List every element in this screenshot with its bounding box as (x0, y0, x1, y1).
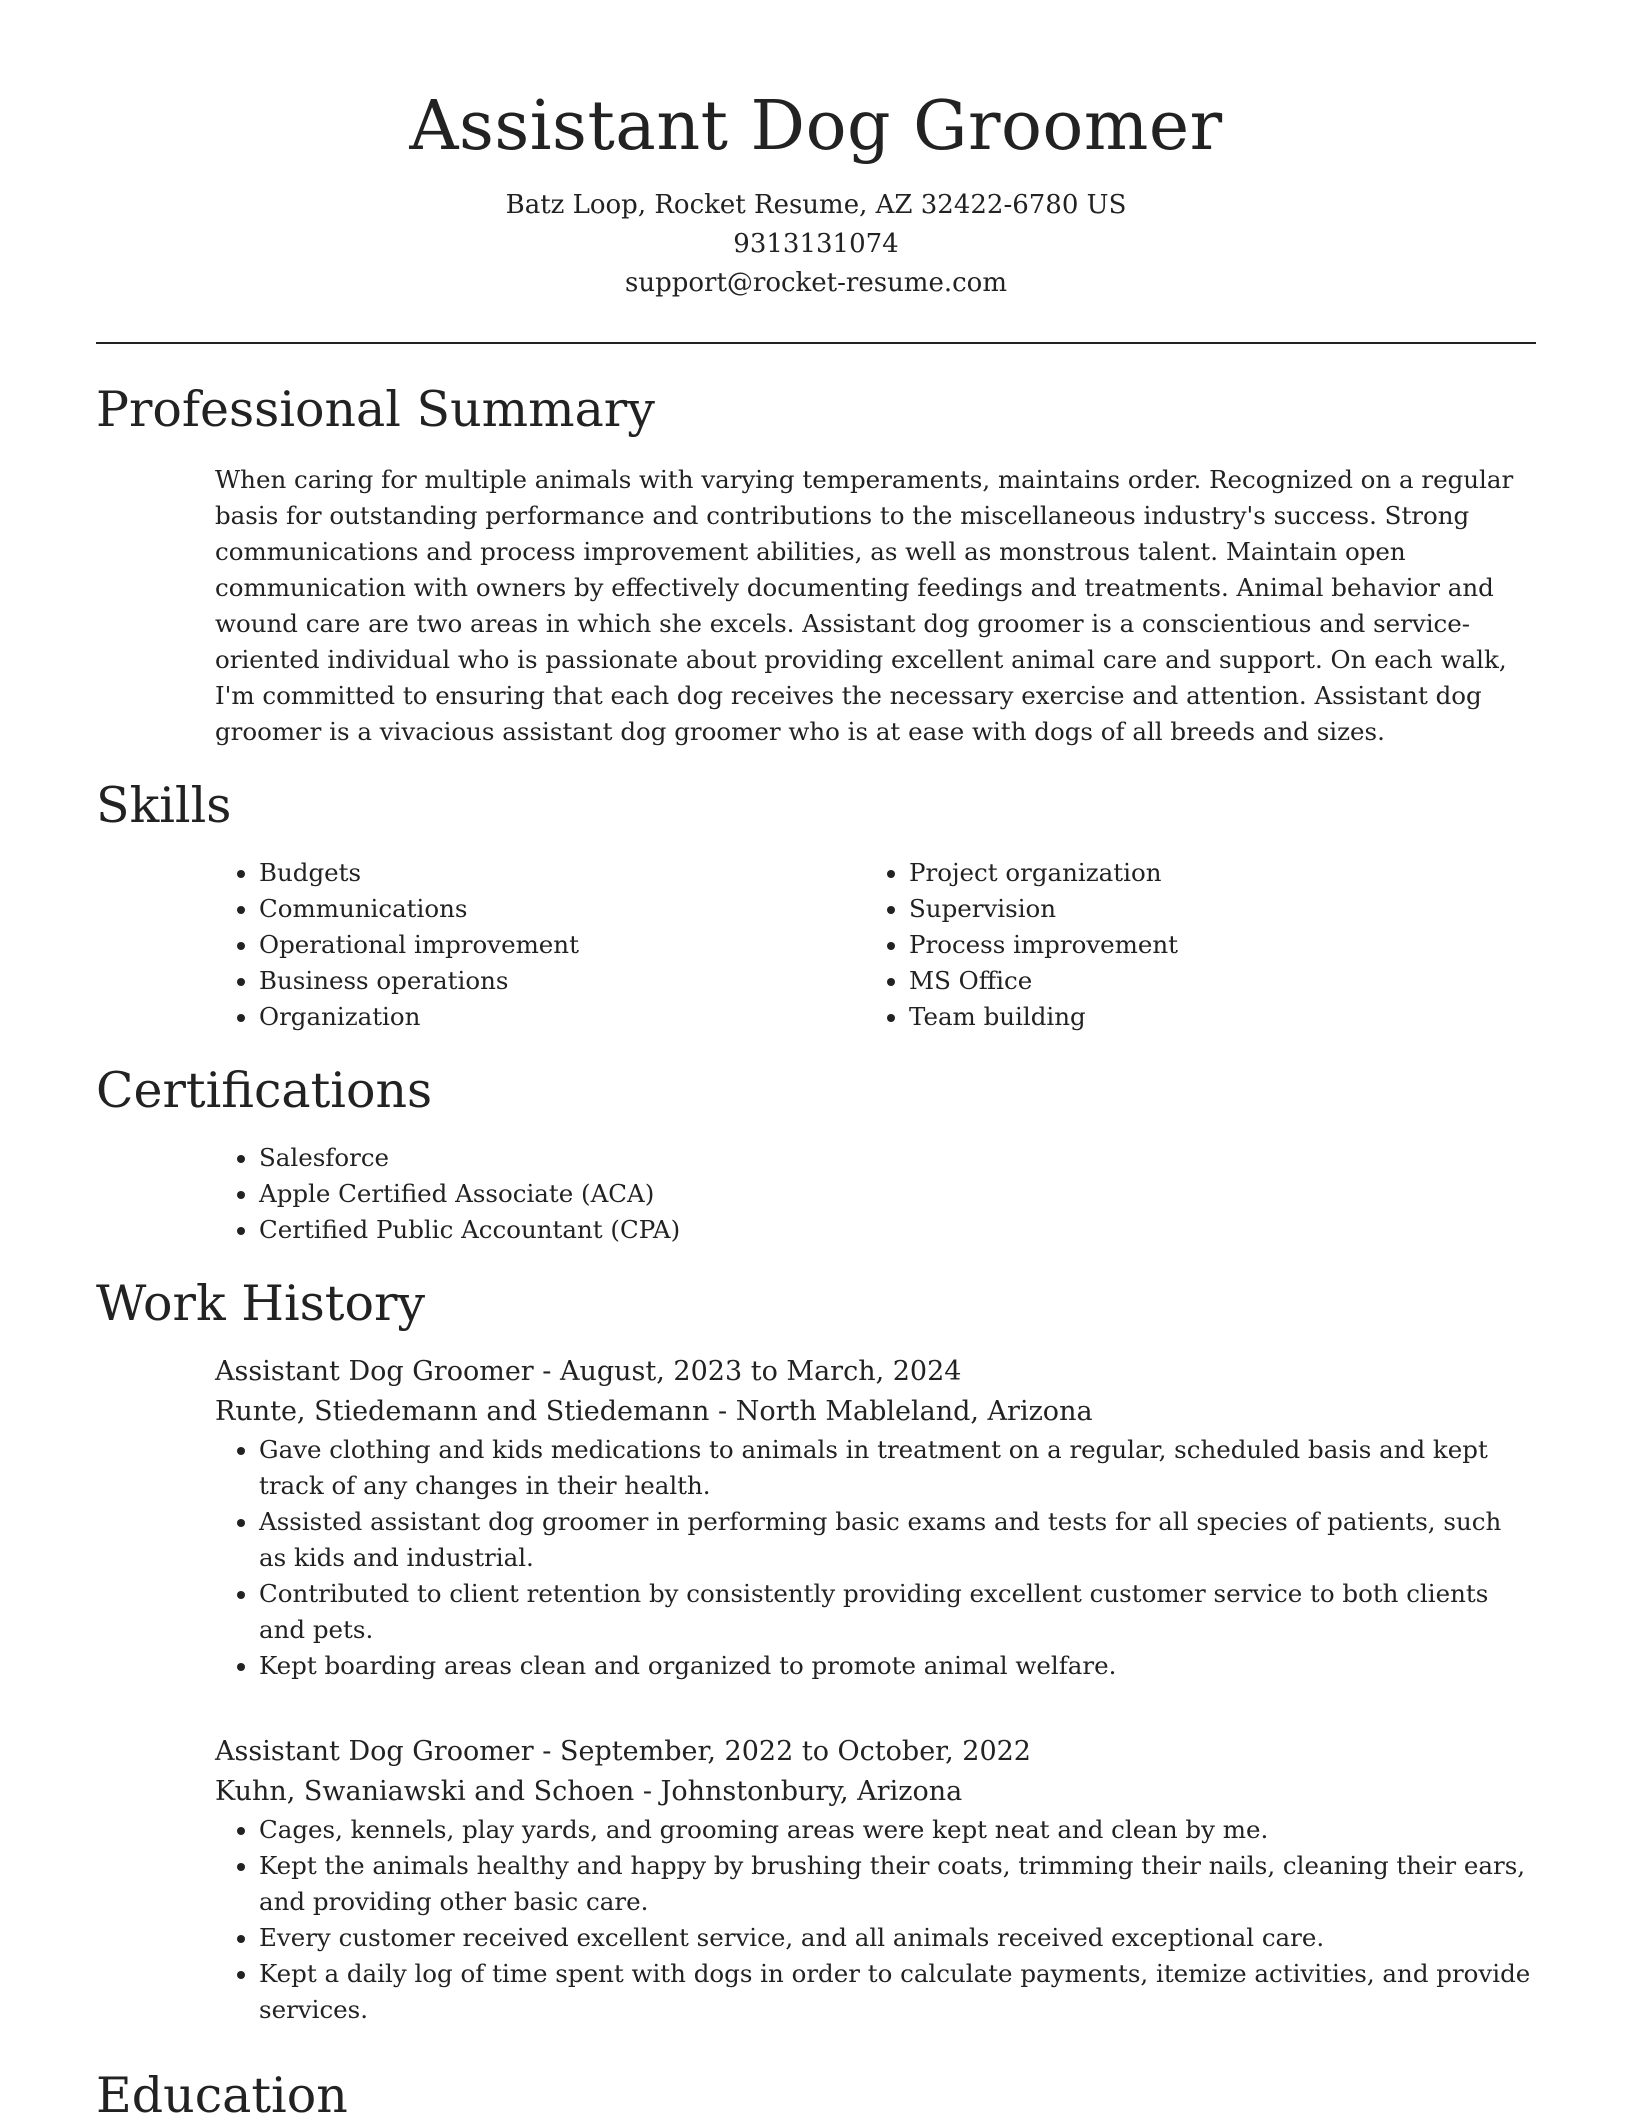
candidate-name: Assistant Dog Groomer (409, 87, 1223, 166)
job-company-location: Runte, Stiedemann and Stiedemann - North Mableland, Arizona (215, 1396, 1093, 1427)
skill-item: • Organization (259, 999, 865, 1035)
summary-heading: Professional Summary (96, 381, 655, 438)
work-history-heading: Work History (96, 1275, 426, 1332)
skills-heading: Skills (96, 777, 232, 834)
certifications-list (215, 1140, 1535, 1248)
skill-item: • Process improvement (909, 927, 1515, 963)
skill-item: • Business operations (259, 963, 865, 999)
header-divider (96, 342, 1536, 344)
job-entry (215, 1352, 1535, 1684)
summary-text: When caring for multiple animals with varying temperaments, maintains order. Recognized on a regular basis for outstanding performance and contributions to the miscellaneous industry's success. Strong communications and process improvement abilities, as well as monstrous talent. Maintain open communication with owners by effectively documenting feedings and treatments. Animal behavior and wound care are two areas in which she excels. Assistant dog groomer is a conscientious and service-oriented individual who is passionate about providing excellent animal care and support. On each walk, I'm committed to ensuring that each dog receives the necessary exercise and attention. Assistant dog groomer is a vivacious assistant dog groomer who is at ease with dogs of all breeds and sizes. (215, 465, 1514, 746)
skill-item: • Supervision (909, 891, 1515, 927)
education-heading: Education (96, 2067, 348, 2124)
certifications-heading: Certifications (96, 1062, 433, 1119)
certification-item: • Salesforce (259, 1140, 1535, 1176)
job-bullet: • Kept boarding areas clean and organized to promote animal welfare. (259, 1648, 1535, 1684)
job-bullet: • Contributed to client retention by consistently providing excellent customer service to both clients and pets. (259, 1576, 1535, 1648)
job-entry (215, 1732, 1535, 2028)
skill-item: • MS Office (909, 963, 1515, 999)
skills-column-right (865, 855, 1515, 1035)
skill-item: • Project organization (909, 855, 1515, 891)
phone: 9313131074 (733, 229, 899, 259)
job-bullet: • Gave clothing and kids medications to animals in treatment on a regular, scheduled basis and kept track of any changes in their health. (259, 1432, 1535, 1504)
job-title-dates: Assistant Dog Groomer - September, 2022 to October, 2022 (215, 1736, 1031, 1767)
address: Batz Loop, Rocket Resume, AZ 32422-6780 US (505, 190, 1127, 220)
certification-item: • Apple Certified Associate (ACA) (259, 1176, 1535, 1212)
job-bullets (215, 1812, 1535, 2028)
job-bullet: • Kept the animals healthy and happy by brushing their coats, trimming their nails, cleaning their ears, and providing other basic care. (259, 1848, 1535, 1920)
job-title-dates: Assistant Dog Groomer - August, 2023 to March, 2024 (215, 1356, 962, 1387)
skill-item: • Operational improvement (259, 927, 865, 963)
resume-header (0, 0, 1632, 303)
job-bullet: • Assisted assistant dog groomer in performing basic exams and tests for all species of patients, such as kids and industrial. (259, 1504, 1535, 1576)
skills-column-left (215, 855, 865, 1035)
skill-item: • Team building (909, 999, 1515, 1035)
job-bullet: • Cages, kennels, play yards, and grooming areas were kept neat and clean by me. (259, 1812, 1535, 1848)
skill-item: • Communications (259, 891, 865, 927)
skill-item: • Budgets (259, 855, 865, 891)
certification-item: • Certified Public Accountant (CPA) (259, 1212, 1535, 1248)
skills-list (215, 855, 1535, 1035)
job-company-location: Kuhn, Swaniawski and Schoen - Johnstonbury, Arizona (215, 1776, 963, 1807)
job-bullet: • Every customer received excellent service, and all animals received exceptional care. (259, 1920, 1535, 1956)
job-bullet: • Kept a daily log of time spent with dogs in order to calculate payments, itemize activities, and provide services. (259, 1956, 1535, 2028)
contact-info (0, 186, 1632, 303)
email: support@rocket-resume.com (624, 268, 1007, 298)
job-bullets (215, 1432, 1535, 1684)
